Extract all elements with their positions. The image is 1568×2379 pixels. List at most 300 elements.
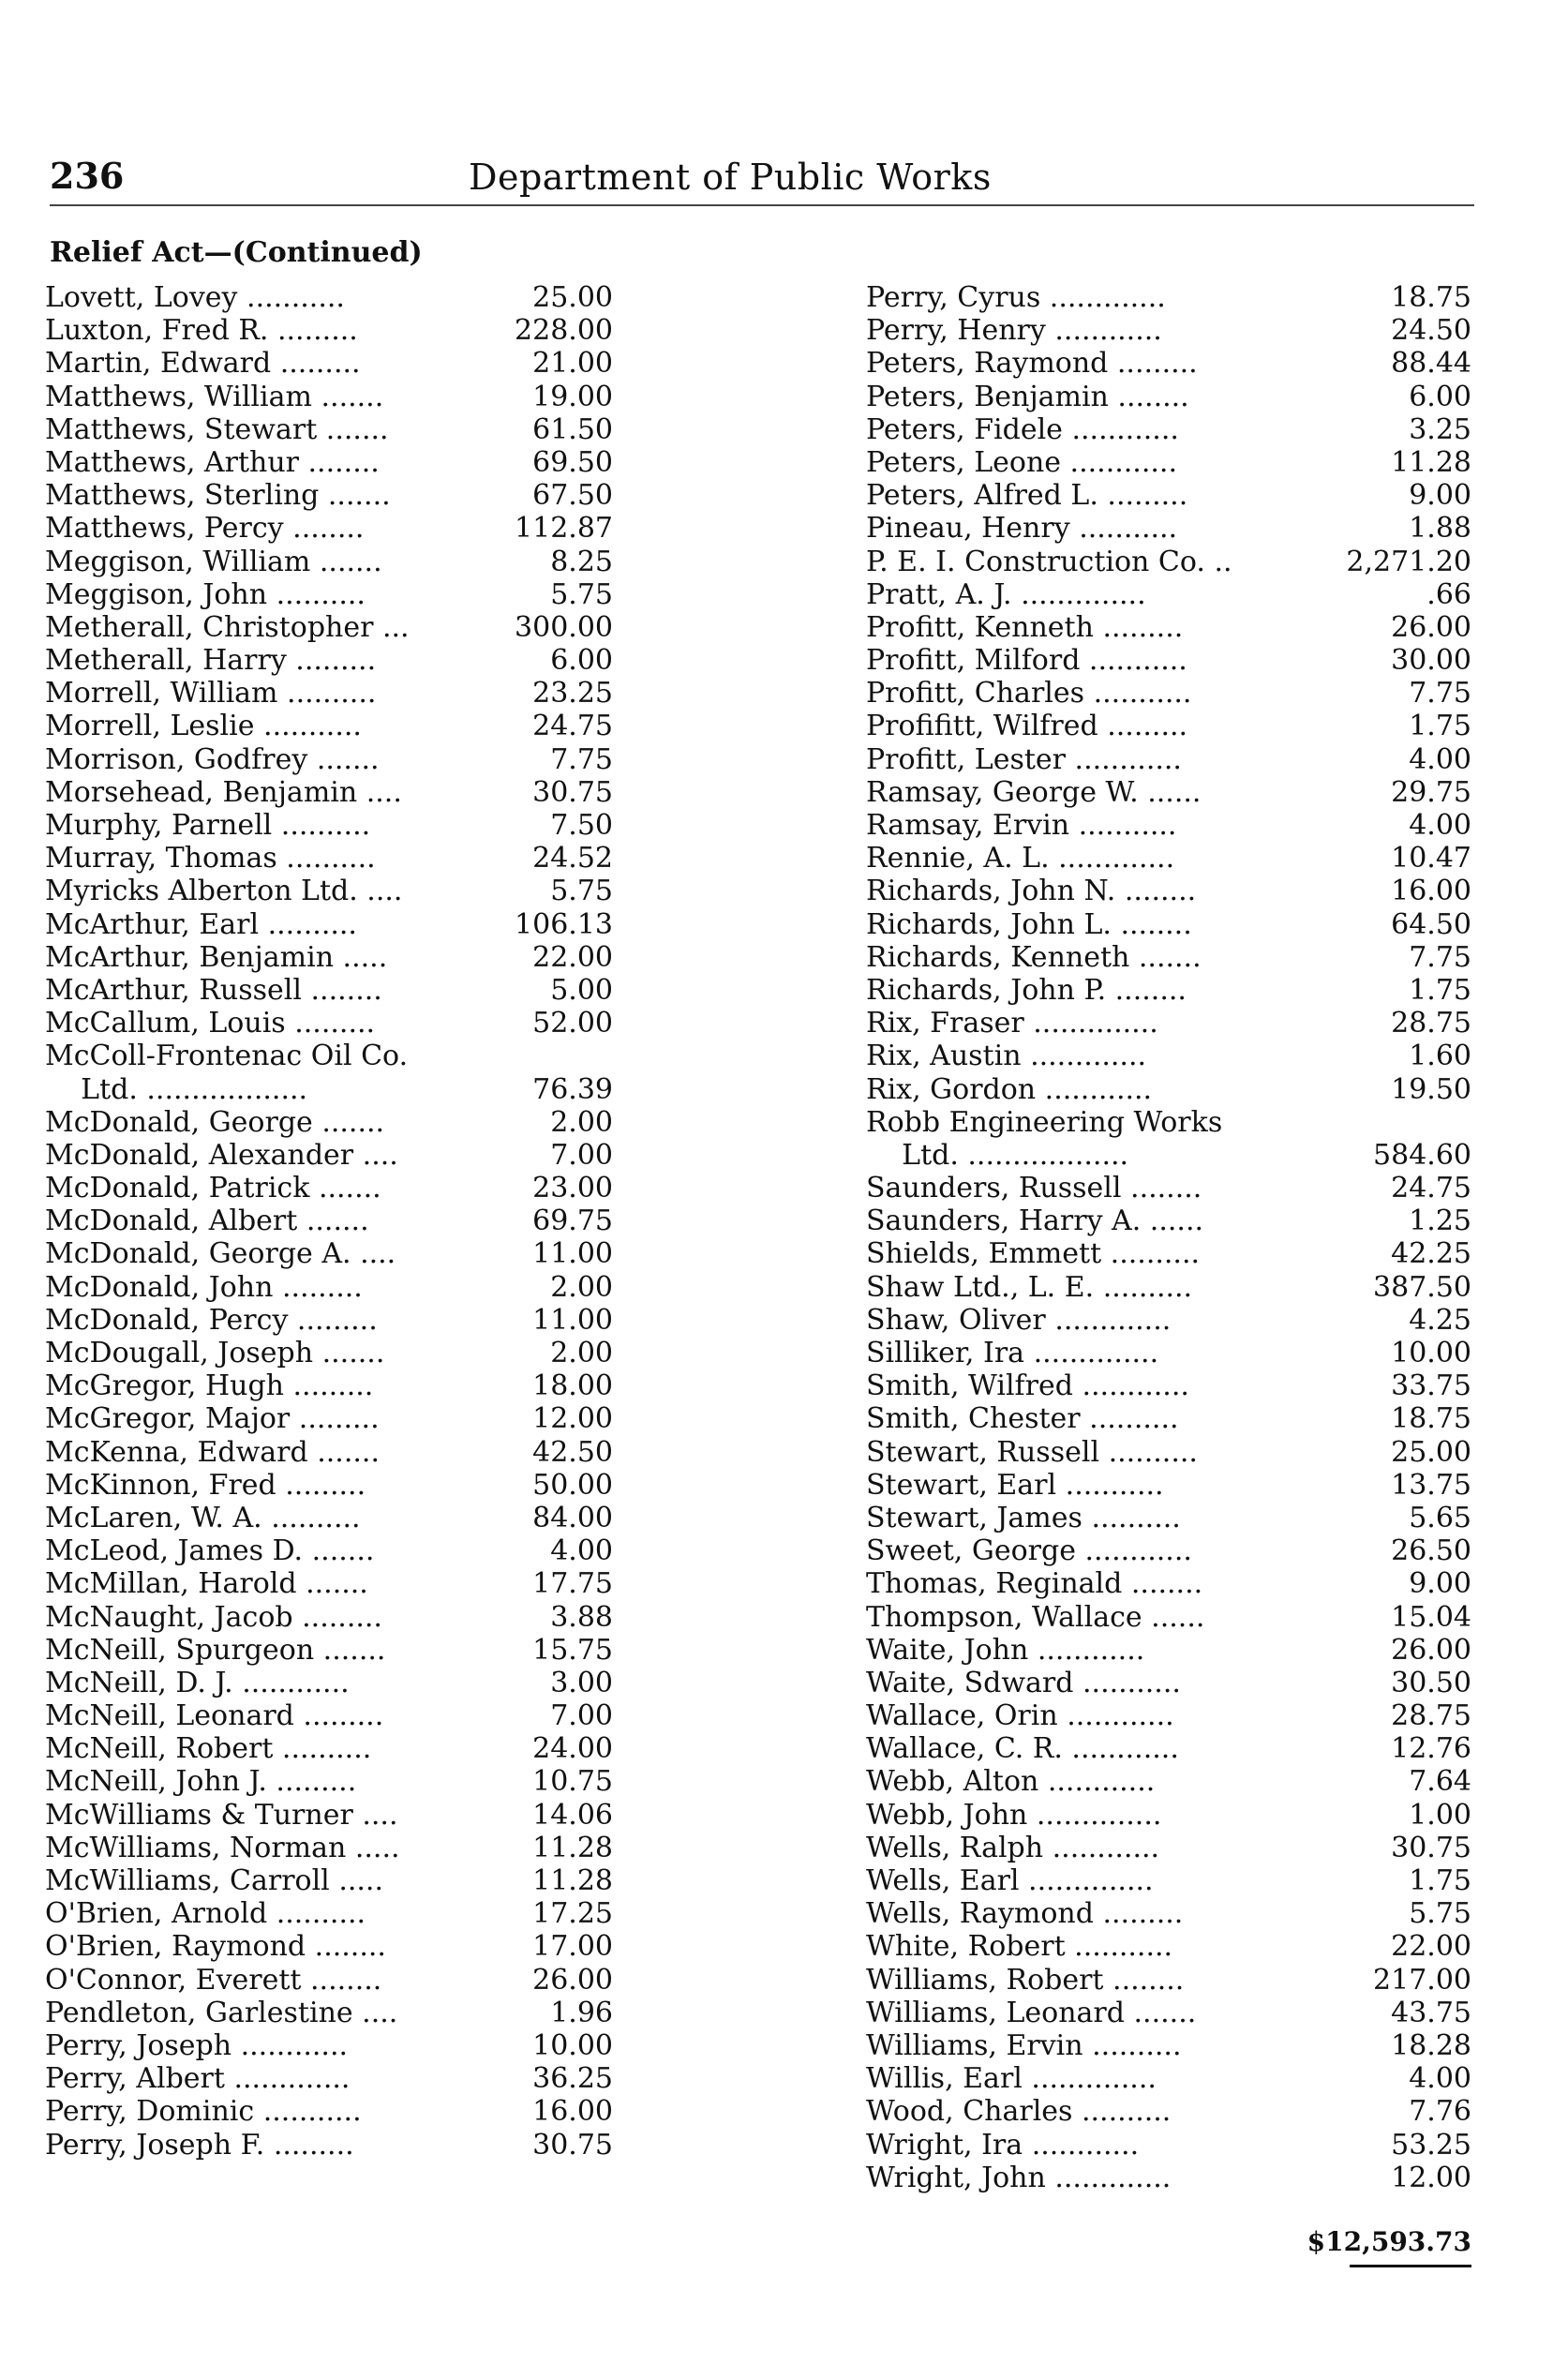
entry-name: O'Connor, Everett ........ [45,1963,382,1997]
entry-name: Matthews, William ....... [45,380,384,413]
ledger-entry [866,1204,1471,1237]
entry-name: Waite, John ............ [866,1633,1145,1667]
ledger-entry [45,1667,613,1699]
ledger-entry [45,2029,613,2062]
ledger-entry [45,1369,613,1402]
entry-amount: 10.75 [532,1765,613,1799]
entry-amount: 24.75 [532,710,613,743]
entry-amount: 29.75 [1391,775,1471,809]
entry-name: Morrell, William .......... [45,677,377,711]
entry-name: Williams, Robert ........ [866,1963,1185,1997]
entry-amount: 24.50 [1391,314,1471,348]
ledger-entry [866,1469,1471,1502]
entry-name: McDonald, John ......... [45,1270,363,1304]
entry-amount: 112.87 [515,512,613,546]
entry-amount: 42.25 [1391,1237,1471,1271]
entry-amount: 4.25 [1409,1303,1471,1337]
entry-name: McLaren, W. A. .......... [45,1501,361,1534]
entry-name: Morrell, Leslie ........... [45,710,362,743]
entry-name: Profitt, Kenneth ......... [866,610,1184,644]
entry-amount: 1.75 [1409,973,1471,1007]
ledger-entry [45,1502,613,1534]
entry-name: McNeill, Robert .......... [45,1732,372,1766]
ledger-entry [866,743,1471,776]
entry-amount: 13.75 [1391,1468,1471,1502]
ledger-entry [866,1337,1471,1369]
entry-name: Webb, Alton ............ [866,1765,1156,1799]
entry-name: Wright, Ira ............ [866,2128,1140,2162]
entry-amount: 3.88 [550,1600,613,1634]
entry-amount: 10.00 [532,2028,613,2062]
entry-amount: 30.75 [532,2128,613,2162]
entry-name: Wallace, C. R. ............ [866,1732,1179,1766]
entry-name: Pratt, A. J. .............. [866,577,1146,611]
entry-name: Rix, Gordon ............ [866,1072,1153,1106]
page-title: Department of Public Works [469,157,992,198]
entry-amount: 5.75 [550,875,613,908]
ledger-entry [45,875,613,907]
entry-amount: 11.28 [532,1864,613,1897]
entry-amount: 12.00 [532,1402,613,1436]
ledger-entry [866,578,1471,611]
entry-amount: 43.75 [1391,1996,1471,2029]
entry-name: Smith, Chester .......... [866,1402,1179,1436]
ledger-entry [45,974,613,1007]
ledger-entry [45,743,613,776]
ledger-entry [866,347,1471,380]
entry-amount: 2,271.20 [1346,545,1471,578]
entry-name: Ltd. .................. [45,1072,308,1106]
entry-name: McDonald, Patrick ....... [45,1172,381,1205]
ledger-entry [45,1601,613,1634]
entry-amount: 7.76 [1409,2095,1471,2129]
entry-amount: 9.00 [1409,479,1471,513]
entry-amount: 9.00 [1409,1567,1471,1601]
entry-name: Wright, John ............. [866,2161,1172,2194]
page-header [50,155,1474,211]
entry-amount: 2.00 [550,1270,613,1304]
entry-name: McCallum, Louis ......... [45,1007,376,1040]
entry-name: Meggison, John .......... [45,577,366,611]
entry-amount: 2.00 [550,1105,613,1139]
ledger-entry [45,2129,613,2162]
entry-name: Thompson, Wallace ...... [866,1600,1205,1634]
entry-amount: 11.28 [1391,445,1471,479]
ledger-entry [45,1271,613,1304]
ledger-entry [45,1930,613,1963]
entry-name: Myricks Alberton Ltd. .... [45,875,403,908]
entry-amount: 12.00 [1391,2161,1471,2194]
ledger-entry [866,710,1471,742]
ledger-entry [45,677,613,710]
entry-name: Rennie, A. L. ............. [866,842,1175,875]
entry-name: Richards, Kenneth ....... [866,940,1202,974]
entry-name: McNaught, Jacob ......... [45,1600,382,1634]
entry-name: Pendleton, Garlestine .... [45,1996,398,2029]
entry-name: Wells, Raymond ......... [866,1897,1184,1931]
entry-amount: 52.00 [532,1007,613,1040]
ledger-entry [45,1469,613,1502]
entry-name: Robb Engineering Works [866,1105,1223,1139]
entry-amount: 17.00 [532,1930,613,1964]
ledger-entry [866,281,1471,314]
ledger-entry [45,1436,613,1469]
ledger-entry [45,1897,613,1930]
entry-amount: 26.00 [532,1963,613,1997]
entry-name: McLeod, James D. ....... [45,1534,375,1568]
entry-amount: 15.75 [532,1633,613,1667]
entry-name: McDonald, Alexander .... [45,1138,398,1172]
ledger-entry [866,875,1471,907]
entry-name: Shields, Emmett .......... [866,1237,1201,1271]
entry-name: Smith, Wilfred ............ [866,1369,1189,1403]
ledger-entry [866,1864,1471,1897]
entry-amount: 24.52 [532,842,613,875]
entry-name: McGregor, Major ......... [45,1402,380,1436]
entry-amount: 76.39 [532,1072,613,1106]
ledger-entry [866,1832,1471,1864]
entry-amount: 19.00 [532,380,613,413]
ledger-entry [866,1634,1471,1667]
entry-name: O'Brien, Arnold .......... [45,1897,366,1931]
entry-name: Peters, Raymond ......... [866,347,1198,381]
ledger-entry [45,644,613,677]
entry-amount: 18.75 [1391,1402,1471,1436]
entry-name: McNeill, John J. ......... [45,1765,357,1799]
entry-amount: 7.75 [1409,940,1471,974]
ledger-entry [45,446,613,479]
entry-name: McArthur, Earl .......... [45,907,357,941]
entry-amount: 67.50 [532,479,613,513]
entry-name: Perry, Joseph ............ [45,2028,349,2062]
ledger-entry [866,1139,1471,1172]
ledger-entry [45,1204,613,1237]
ledger-entry [866,974,1471,1007]
left-column [45,281,613,2162]
entry-amount: 23.00 [532,1172,613,1205]
entry-amount: 25.00 [1391,1435,1471,1469]
entry-amount: 53.25 [1391,2128,1471,2162]
ledger-entry [45,1997,613,2029]
ledger-entry [866,1667,1471,1699]
entry-amount: 3.00 [550,1666,613,1699]
entry-name: McKenna, Edward ....... [45,1435,380,1469]
entry-name: Wallace, Orin ............ [866,1699,1174,1733]
ledger-entry [45,1534,613,1567]
ledger-entry [866,1997,1471,2029]
ledger-entry [45,1304,613,1337]
entry-amount: 14.06 [532,1798,613,1832]
ledger-entry [866,1765,1471,1798]
entry-name: P. E. I. Construction Co. .. [866,545,1232,578]
entry-amount: 1.75 [1409,710,1471,743]
entry-name: McKinnon, Fred ......... [45,1468,366,1502]
ledger-entry [45,776,613,809]
ledger-entry [45,1699,613,1732]
ledger-entry [45,908,613,941]
ledger-entry [45,1964,613,1997]
entry-amount: 4.00 [550,1534,613,1568]
entry-name: Wells, Earl .............. [866,1864,1154,1897]
ledger-entry [866,1699,1471,1732]
entry-amount: 22.00 [532,940,613,974]
entry-name: McWilliams & Turner .... [45,1798,398,1832]
entry-name: Peters, Fidele ............ [866,412,1179,446]
entry-amount: 24.75 [1391,1172,1471,1205]
ledger-entry [45,2095,613,2128]
entry-name: Williams, Ervin .......... [866,2028,1182,2062]
ledger-entry [866,1732,1471,1765]
ledger-entry [866,776,1471,809]
entry-name: McNeill, D. J. ............ [45,1666,350,1699]
ledger-entry [45,1402,613,1435]
entry-amount: 2.00 [550,1337,613,1369]
entry-amount: 3.25 [1409,412,1471,446]
entry-amount: 42.50 [532,1435,613,1469]
total-underline [1350,2265,1471,2267]
ledger-entry [45,1634,613,1667]
entry-name: Luxton, Fred R. ......... [45,314,358,348]
entry-name: Perry, Dominic ........... [45,2095,362,2129]
entry-name: Peters, Leone ............ [866,445,1177,479]
ledger-entry [866,1436,1471,1469]
ledger-entry [866,1601,1471,1634]
entry-name: Profitt, Charles ........... [866,677,1192,711]
entry-amount: 5.00 [550,973,613,1007]
entry-amount: 7.64 [1409,1765,1471,1799]
entry-name: McWilliams, Carroll ..... [45,1864,383,1897]
entry-amount: 50.00 [532,1468,613,1502]
ledger-entry [45,2062,613,2095]
entry-name: Webb, John .............. [866,1798,1162,1832]
entry-name: Shaw Ltd., L. E. .......... [866,1270,1193,1304]
ledger-entry [866,413,1471,446]
ledger-entry [866,512,1471,545]
ledger-entry [866,941,1471,974]
ledger-entry [866,1567,1471,1600]
entry-name: Morsehead, Benjamin .... [45,775,402,809]
entry-amount: 7.75 [1409,677,1471,711]
right-column [866,281,1471,2194]
entry-name: McNeill, Spurgeon ....... [45,1633,386,1667]
ledger-entry [45,1864,613,1897]
entry-amount: 15.04 [1391,1600,1471,1634]
entry-amount: 1.96 [550,1996,613,2029]
entry-amount: 11.00 [532,1303,613,1337]
entry-name: Morrison, Godfrey ....... [45,742,380,776]
ledger-entry [866,1172,1471,1204]
entry-name: McColl-Frontenac Oil Co. [45,1040,409,1073]
entry-name: Profitt, Lester ............ [866,742,1182,776]
entry-amount: 69.50 [532,445,613,479]
entry-name: McDonald, George A. .... [45,1237,396,1271]
entry-name: Perry, Albert ............. [45,2062,351,2096]
entry-amount: 84.00 [532,1501,613,1534]
entry-amount: 300.00 [515,610,613,644]
entry-name: Matthews, Arthur ........ [45,445,380,479]
ledger-entry [866,2162,1471,2194]
entry-name: Silliker, Ira .............. [866,1337,1159,1369]
entry-amount: 1.88 [1409,512,1471,546]
ledger-entry [866,1369,1471,1402]
ledger-entry [45,1040,613,1072]
entry-name: Perry, Cyrus ............. [866,281,1166,314]
entry-name: McDougall, Joseph ....... [45,1337,385,1369]
entry-name: Wells, Ralph ............ [866,1831,1160,1864]
entry-name: McNeill, Leonard ......... [45,1699,384,1733]
entry-name: Thomas, Reginald ........ [866,1567,1203,1601]
entry-amount: 228.00 [515,314,613,348]
entry-amount: 7.00 [550,1699,613,1733]
entry-amount: 21.00 [532,347,613,381]
entry-amount: 1.60 [1409,1040,1471,1073]
entry-name: Rix, Austin ............. [866,1040,1147,1073]
ledger-entry [866,479,1471,512]
entry-amount: 16.00 [532,2095,613,2129]
ledger-entry [45,1237,613,1270]
entry-amount: 217.00 [1373,1963,1471,1997]
entry-amount: 7.75 [550,742,613,776]
entry-name: Willis, Earl .............. [866,2062,1157,2096]
entry-name: McMillan, Harold ....... [45,1567,368,1601]
entry-name: White, Robert ........... [866,1930,1173,1964]
entry-name: Pineau, Henry ........... [866,512,1178,546]
entry-amount: 5.65 [1409,1501,1471,1534]
entry-name: Saunders, Harry A. ...... [866,1204,1204,1238]
ledger-entry [45,710,613,742]
ledger-entry [866,546,1471,578]
entry-name: McGregor, Hugh ......... [45,1369,374,1403]
entry-name: Sweet, George ............ [866,1534,1192,1568]
entry-name: Shaw, Oliver ............. [866,1303,1172,1337]
entry-name: Perry, Henry ............ [866,314,1162,348]
entry-amount: 17.75 [532,1567,613,1601]
ledger-entry [866,381,1471,413]
ledger-entry [866,1964,1471,1997]
header-rule [50,204,1474,206]
entry-name: Matthews, Percy ........ [45,512,365,546]
ledger-entry [866,677,1471,710]
ledger-entry [45,1007,613,1040]
entry-amount: 18.00 [532,1369,613,1403]
ledger-entry [45,381,613,413]
entry-amount: 584.60 [1373,1138,1471,1172]
entry-name: McDonald, Percy ......... [45,1303,378,1337]
ledger-entry [866,446,1471,479]
entry-amount: 26.00 [1391,610,1471,644]
ledger-entry [866,2095,1471,2128]
ledger-entry [866,1502,1471,1534]
entry-name: Profitt, Milford ........... [866,644,1187,678]
entry-amount: 24.00 [532,1732,613,1766]
entry-name: McDonald, George ....... [45,1105,385,1139]
entry-amount: 11.00 [532,1237,613,1271]
entry-name: Ltd. .................. [866,1138,1129,1172]
ledger-entry [45,1172,613,1204]
entry-amount: 10.47 [1391,842,1471,875]
ledger-entry [866,908,1471,941]
entry-amount: 6.00 [550,644,613,678]
entry-amount: 26.50 [1391,1534,1471,1568]
entry-name: Metherall, Harry ......... [45,644,377,678]
ledger-entry [45,546,613,578]
entry-name: Matthews, Sterling ....... [45,479,391,513]
entry-amount: 61.50 [532,412,613,446]
section-heading: Relief Act—(Continued) [50,236,423,269]
entry-name: Peters, Benjamin ........ [866,380,1189,413]
ledger-entry [866,842,1471,875]
entry-amount: 17.25 [532,1897,613,1931]
entry-amount: 30.00 [1391,644,1471,678]
entry-name: Richards, John L. ........ [866,907,1192,941]
ledger-entry [45,1567,613,1600]
entry-amount: 12.76 [1391,1732,1471,1766]
ledger-entry [866,1106,1471,1139]
entry-amount: 4.00 [1409,2062,1471,2096]
ledger-entry [866,644,1471,677]
entry-amount: 23.25 [532,677,613,711]
entry-name: Stewart, James .......... [866,1501,1181,1534]
ledger-entry [866,809,1471,842]
ledger-entry [45,347,613,380]
entry-name: Profifitt, Wilfred ......... [866,710,1188,743]
ledger-entry [45,413,613,446]
entry-amount: 30.75 [1391,1831,1471,1864]
entry-name: Murphy, Parnell .......... [45,809,371,842]
ledger-entry [45,842,613,875]
entry-amount: 88.44 [1391,347,1471,381]
entry-name: Murray, Thomas .......... [45,842,376,875]
ledger-entry [866,1271,1471,1304]
entry-amount: 33.75 [1391,1369,1471,1403]
ledger-entry [866,1237,1471,1270]
entry-amount: 26.00 [1391,1633,1471,1667]
ledger-entry [866,1799,1471,1832]
ledger-entry [45,314,613,347]
entry-amount: 64.50 [1391,907,1471,941]
ledger-entry [45,1765,613,1798]
entry-amount: 18.28 [1391,2028,1471,2062]
entry-amount: 28.75 [1391,1007,1471,1040]
entry-name: Perry, Joseph F. ......... [45,2128,354,2162]
entry-name: McWilliams, Norman ..... [45,1831,400,1864]
ledger-entry [45,809,613,842]
entry-amount: 7.00 [550,1138,613,1172]
entry-amount: .66 [1426,577,1471,611]
ledger-entry [866,2129,1471,2162]
ledger-entry [866,1534,1471,1567]
ledger-entry [45,479,613,512]
ledger-entry [45,512,613,545]
entry-amount: 69.75 [532,1204,613,1238]
entry-amount: 387.50 [1373,1270,1471,1304]
entry-amount: 36.25 [532,2062,613,2096]
entry-amount: 30.50 [1391,1666,1471,1699]
ledger-entry [45,1832,613,1864]
entry-amount: 22.00 [1391,1930,1471,1964]
entry-amount: 6.00 [1409,380,1471,413]
entry-amount: 106.13 [515,907,613,941]
ledger-entry [45,281,613,314]
entry-name: Peters, Alfred L. ......... [866,479,1188,513]
entry-amount: 11.28 [532,1831,613,1864]
entry-name: Metherall, Christopher ... [45,610,410,644]
ledger-entry [45,941,613,974]
entry-amount: 16.00 [1391,875,1471,908]
entry-amount: 30.75 [532,775,613,809]
ledger-entry [866,314,1471,347]
entry-name: Ramsay, George W. ...... [866,775,1202,809]
